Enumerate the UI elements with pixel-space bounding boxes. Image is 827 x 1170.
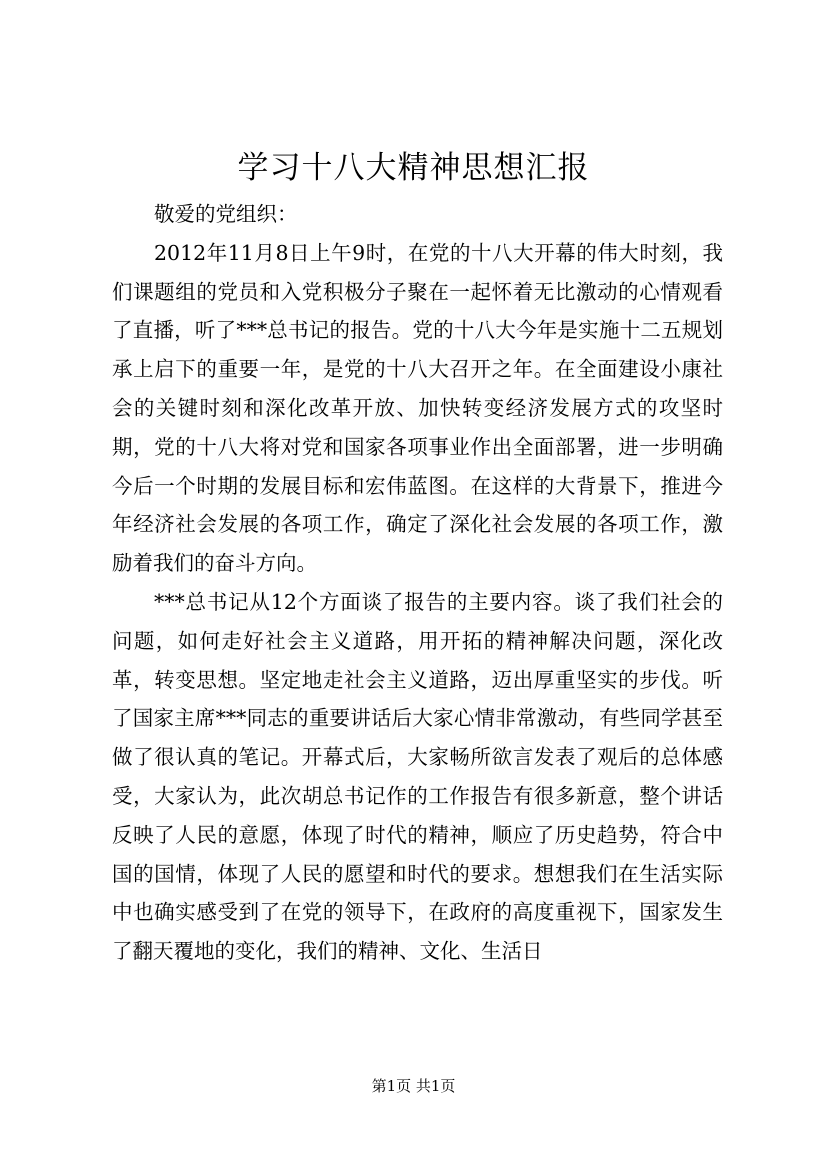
- page-number-footer: 第1页 共1页: [371, 1077, 456, 1095]
- salutation: 敬爱的党组织：: [154, 202, 298, 226]
- paragraph-2: ***总书记从12个方面谈了报告的主要内容。谈了我们社会的问题，如何走好社会主义道路，用开拓的精神解决问题，深化改革，转变思想。坚定地走社会主义道路，迈出厚重坚实的步伐。听了国家主席***同志的重要讲话后大家心情非常激动，有些同学甚至做了很认真的笔记。开幕式后，大家畅所欲言发表了观后的总体感受，大家认为，此次胡总书记作的工作报告有很多新意，整个讲话反映了人民的意愿，体现了时代的精神，顺应了历史趋势，符合中国的国情，体现了人民的愿望和时代的要求。想想我们在生活实际中也确实感受到了在党的领导下，在政府的高度重视下，国家发生了翻天覆地的变化，我们的精神、文化、生活日: [112, 589, 723, 964]
- paragraph-1: 2012年11月8日上午9时，在党的十八大开幕的伟大时刻，我们课题组的党员和入党积极分子聚在一起怀着无比激动的心情观看了直播，听了***总书记的报告。党的十八大今年是实施十二五规划承上启下的重要一年，是党的十八大召开之年。在全面建设小康社会的关键时刻和深化改革开放、加快转变经济发展方式的攻坚时期，党的十八大将对党和国家各项事业作出全面部署，进一步明确今后一个时期的发展目标和宏伟蓝图。在这样的大背景下，推进今年经济社会发展的各项工作，确定了深化社会发展的各项工作，激励着我们的奋斗方向。: [112, 240, 723, 576]
- document-body: [112, 195, 723, 971]
- document-title: 学习十八大精神思想汇报: [237, 150, 590, 186]
